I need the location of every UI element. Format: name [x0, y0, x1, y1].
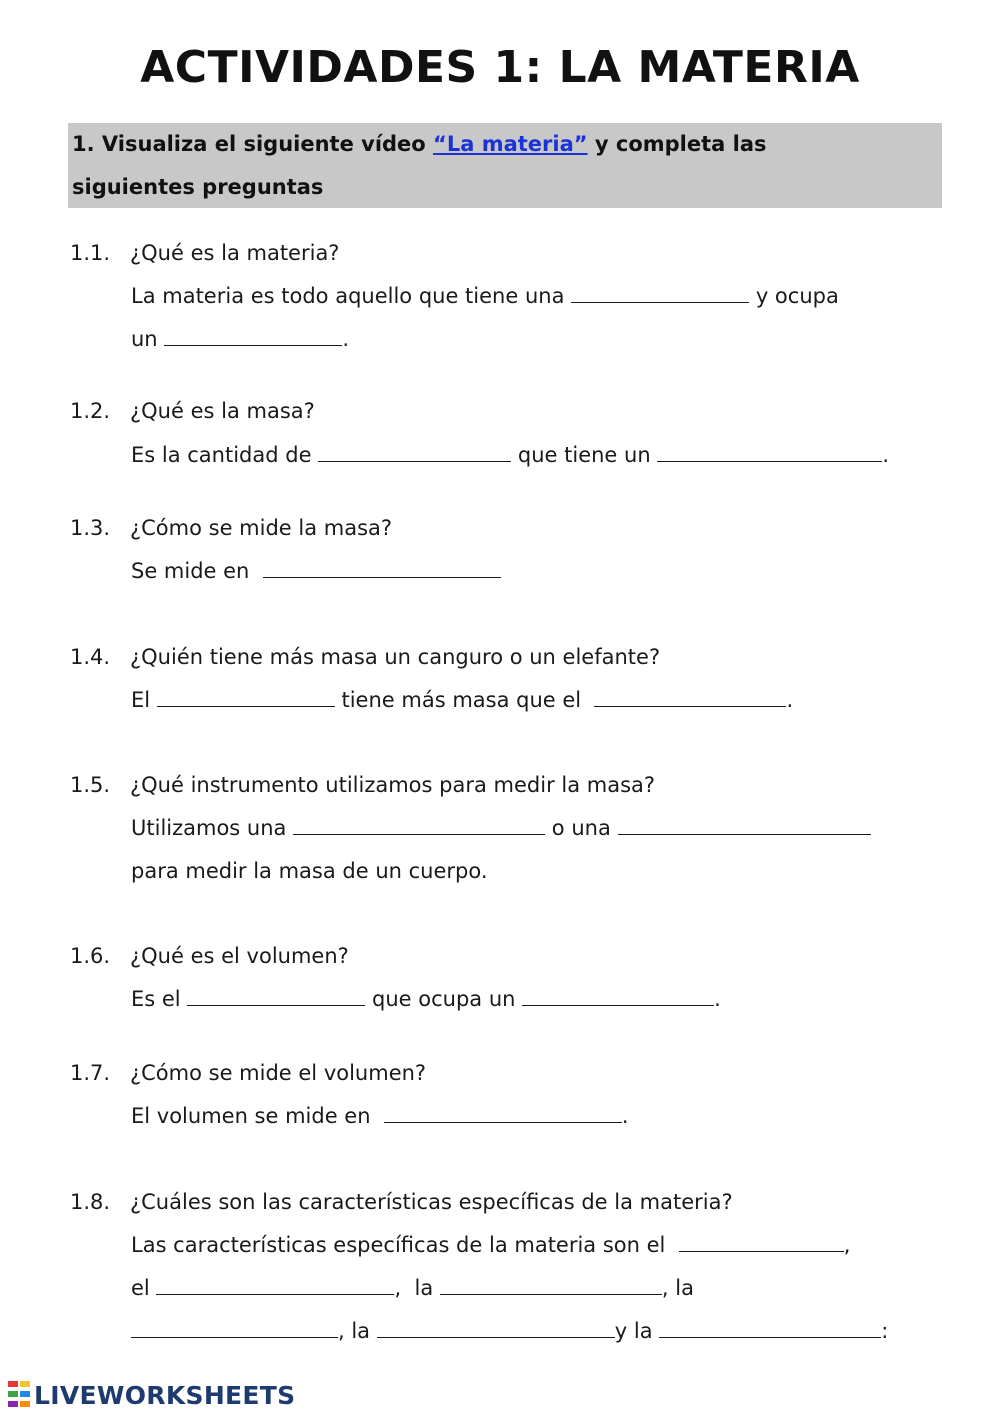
brand-name: LIVEWORKSHEETS	[34, 1380, 296, 1410]
question-number: 1.3.	[70, 516, 111, 540]
answer-text: Es el	[131, 987, 181, 1011]
answer-blank[interactable]	[618, 816, 871, 835]
question-number: 1.6.	[70, 944, 111, 968]
instruction-number: 1.	[72, 132, 95, 156]
question-number: 1.2.	[70, 399, 111, 423]
answer-line	[131, 1310, 888, 1353]
instruction-box	[68, 123, 942, 208]
answer-text: ,	[394, 1276, 402, 1300]
answer-line	[131, 550, 501, 593]
question-1-7	[70, 1052, 426, 1095]
question-number: 1.5.	[70, 773, 111, 797]
answer-blank[interactable]	[293, 816, 545, 835]
question-1-6	[70, 935, 349, 978]
question-text: ¿Qué instrumento utilizamos para medir la masa?	[130, 773, 656, 797]
answer-line	[131, 1267, 694, 1310]
answer-line	[131, 807, 871, 850]
video-link[interactable]: “La materia”	[433, 132, 588, 156]
answer-text: El	[131, 688, 151, 712]
instruction-line-1	[72, 123, 938, 166]
answer-blank[interactable]	[384, 1104, 622, 1123]
question-1-1	[70, 232, 339, 275]
question-number: 1.8.	[70, 1190, 111, 1214]
question-text: ¿Qué es la materia?	[130, 241, 340, 265]
answer-blank[interactable]	[571, 284, 749, 303]
answer-blank[interactable]	[157, 688, 335, 707]
answer-text: que tiene un	[517, 443, 651, 467]
answer-text: Se mide en	[131, 559, 250, 583]
answer-blank[interactable]	[659, 1319, 881, 1338]
answer-line	[131, 1095, 629, 1138]
question-1-5	[70, 764, 655, 807]
answer-text: un	[131, 327, 158, 351]
answer-text: el	[131, 1276, 150, 1300]
question-text: ¿Quién tiene más masa un canguro o un elefante?	[130, 645, 661, 669]
answer-text: La materia es todo aquello que tiene una	[131, 284, 565, 308]
answer-blank[interactable]	[156, 1276, 394, 1295]
footer-logo[interactable]	[8, 1378, 295, 1412]
answer-blank[interactable]	[440, 1276, 662, 1295]
answer-text: .	[342, 327, 349, 351]
answer-line	[131, 275, 839, 318]
answer-text: ,	[843, 1233, 851, 1257]
answer-blank[interactable]	[318, 443, 511, 462]
answer-text: Las características específicas de la materia son el	[131, 1233, 666, 1257]
answer-line	[131, 978, 721, 1021]
question-1-2	[70, 390, 315, 433]
answer-line	[131, 1224, 850, 1267]
answer-text: .	[621, 1104, 629, 1128]
instruction-prefix: Visualiza el siguiente vídeo	[101, 132, 426, 156]
answer-text: o una	[551, 816, 611, 840]
answer-blank[interactable]	[377, 1319, 615, 1338]
answer-text: .	[714, 987, 721, 1011]
answer-text: , la	[338, 1319, 371, 1343]
answer-text: :	[881, 1319, 889, 1343]
answer-text: y la	[614, 1319, 653, 1343]
answer-blank[interactable]	[131, 1319, 338, 1338]
answer-blank[interactable]	[594, 688, 786, 707]
answer-line	[131, 318, 349, 361]
answer-blank[interactable]	[164, 327, 342, 346]
answer-blank[interactable]	[657, 443, 882, 462]
question-1-4	[70, 636, 660, 679]
answer-text: la	[414, 1276, 434, 1300]
question-number: 1.7.	[70, 1061, 111, 1085]
answer-line	[131, 434, 889, 477]
answer-text: El volumen se mide en	[131, 1104, 371, 1128]
answer-blank[interactable]	[679, 1233, 844, 1252]
question-1-8	[70, 1181, 733, 1224]
question-text: ¿Cuáles son las características específicas de la materia?	[130, 1190, 733, 1214]
question-text: ¿Cómo se mide la masa?	[130, 516, 393, 540]
answer-line: para medir la masa de un cuerpo.	[131, 859, 488, 883]
answer-text: que ocupa un	[372, 987, 516, 1011]
answer-blank[interactable]	[187, 987, 365, 1006]
instruction-suffix: y completa las	[594, 132, 767, 156]
answer-line	[131, 679, 793, 722]
page-title: ACTIVIDADES 1: LA MATERIA	[140, 42, 860, 93]
question-text: ¿Qué es la masa?	[130, 399, 315, 423]
question-text: ¿Qué es el volumen?	[130, 944, 349, 968]
answer-text: .	[882, 443, 890, 467]
instruction-line-2: siguientes preguntas	[72, 175, 324, 199]
question-number: 1.4.	[70, 645, 111, 669]
answer-text: , la	[661, 1276, 694, 1300]
question-text: ¿Cómo se mide el volumen?	[130, 1061, 427, 1085]
answer-blank[interactable]	[263, 559, 501, 578]
answer-text: tiene más masa que el	[341, 688, 582, 712]
answer-text: .	[786, 688, 794, 712]
answer-text: y ocupa	[755, 284, 839, 308]
answer-blank[interactable]	[522, 987, 714, 1006]
question-1-3	[70, 507, 392, 550]
answer-text: Es la cantidad de	[131, 443, 312, 467]
question-number: 1.1.	[70, 241, 111, 265]
answer-text: Utilizamos una	[131, 816, 287, 840]
liveworksheets-logo-icon	[8, 1381, 30, 1409]
